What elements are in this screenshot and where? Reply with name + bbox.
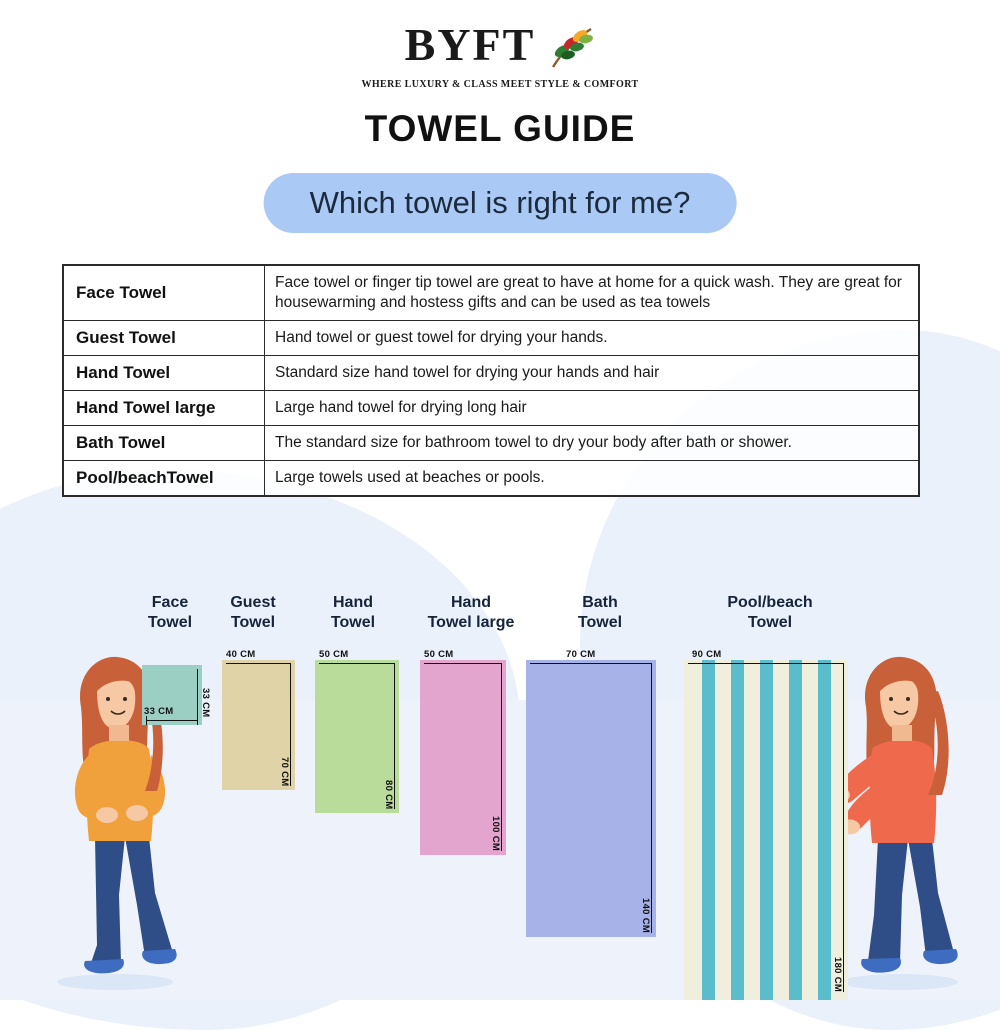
row-label: Bath Towel — [64, 425, 265, 460]
row-label: Guest Towel — [64, 320, 265, 355]
towel-stripe — [818, 660, 831, 1000]
title-line-2: Towel — [330, 613, 376, 631]
dim-label-face-width: 33 CM — [144, 706, 174, 717]
dim-label-bath-height: 140 CM — [640, 897, 651, 933]
chart-column-title-face — [122, 593, 218, 632]
title-line-1: Bath — [582, 594, 618, 611]
dim-label-hand-large-width: 50 CM — [424, 649, 454, 660]
row-description: The standard size for bathroom towel to dry your body after bath or shower. — [265, 425, 919, 460]
dim-line-hand-height — [394, 664, 395, 809]
leaf-icon — [541, 24, 595, 75]
dim-line-hand-large-height — [501, 664, 502, 851]
row-description: Large hand towel for drying long hair — [265, 390, 919, 425]
dim-line-hand-width — [319, 663, 395, 664]
dim-label-guest-height: 70 CM — [279, 756, 290, 786]
chart-column-title-guest — [205, 593, 301, 632]
row-label: Hand Towel — [64, 355, 265, 390]
dim-label-bath-width: 70 CM — [566, 649, 596, 660]
brand-tagline: WHERE LUXURY & CLASS MEET STYLE & COMFORT — [361, 79, 639, 90]
dim-line-guest-height — [290, 664, 291, 786]
towel-description-table — [62, 264, 920, 497]
title-line-1: Guest — [230, 594, 276, 611]
table-row — [64, 425, 919, 460]
dim-label-hand-large-height: 100 CM — [490, 815, 501, 851]
question-banner: Which towel is right for me? — [264, 173, 737, 233]
towel-swatch-pool — [684, 660, 848, 1000]
dim-label-guest-width: 40 CM — [226, 649, 256, 660]
title-line-2: Towel — [147, 613, 193, 631]
dim-line-pool-width — [688, 663, 844, 664]
table-row — [64, 390, 919, 425]
brand-name: BYFT — [404, 19, 536, 70]
title-line-2: Towel — [747, 613, 793, 631]
title-line-2: Towel — [577, 613, 623, 631]
title-line-2: Towel — [230, 613, 276, 631]
title-line-1: Pool/beach — [727, 594, 813, 611]
chart-column-title-hand-large — [406, 593, 536, 632]
dim-line-hand-large-width — [424, 663, 502, 664]
dim-label-hand-height: 80 CM — [383, 779, 394, 809]
table-row — [64, 355, 919, 390]
dim-label-face-height: 33 CM — [200, 687, 211, 717]
row-description: Standard size hand towel for drying your hands and hair — [265, 355, 919, 390]
row-label: Pool/beachTowel — [64, 460, 265, 495]
dim-label-pool-width: 90 CM — [692, 649, 722, 660]
towel-stripe — [702, 660, 715, 1000]
chart-column-title-bath — [552, 593, 648, 632]
woman-illustration-right — [830, 645, 970, 995]
chart-column-title-pool — [700, 593, 840, 632]
dim-line-bath-height — [651, 664, 652, 933]
row-label: Face Towel — [64, 266, 265, 321]
dim-line-guest-width — [226, 663, 291, 664]
title-line-2: Towel large — [427, 613, 515, 631]
page-title: TOWEL GUIDE — [364, 108, 636, 149]
title-line-1: Face — [151, 594, 189, 611]
table-row — [64, 460, 919, 495]
dim-label-hand-width: 50 CM — [319, 649, 349, 660]
title-line-1: Hand — [451, 594, 491, 611]
dim-line-face-height — [197, 669, 198, 721]
dim-cap-face-width-left — [146, 716, 147, 725]
towel-stripe — [731, 660, 744, 1000]
dim-line-bath-width — [530, 663, 652, 664]
towel-stripe — [760, 660, 773, 1000]
towel-swatch-bath — [526, 660, 656, 937]
row-label: Hand Towel large — [64, 390, 265, 425]
table-row — [64, 320, 919, 355]
dim-line-face-width — [146, 720, 198, 721]
towel-size-chart — [0, 575, 1000, 1000]
dim-line-pool-height — [843, 664, 844, 992]
row-description: Hand towel or guest towel for drying your hands. — [265, 320, 919, 355]
chart-column-title-hand — [305, 593, 401, 632]
table-row — [64, 266, 919, 321]
row-description: Large towels used at beaches or pools. — [265, 460, 919, 495]
row-description: Face towel or finger tip towel are great to have at home for a quick wash. They are great for housewarming and hostess gifts and can be used as tea towels — [265, 266, 919, 321]
dim-label-pool-height: 180 CM — [832, 956, 843, 992]
towel-stripe — [789, 660, 802, 1000]
brand-header — [0, 19, 1000, 90]
title-line-1: Hand — [333, 594, 373, 611]
